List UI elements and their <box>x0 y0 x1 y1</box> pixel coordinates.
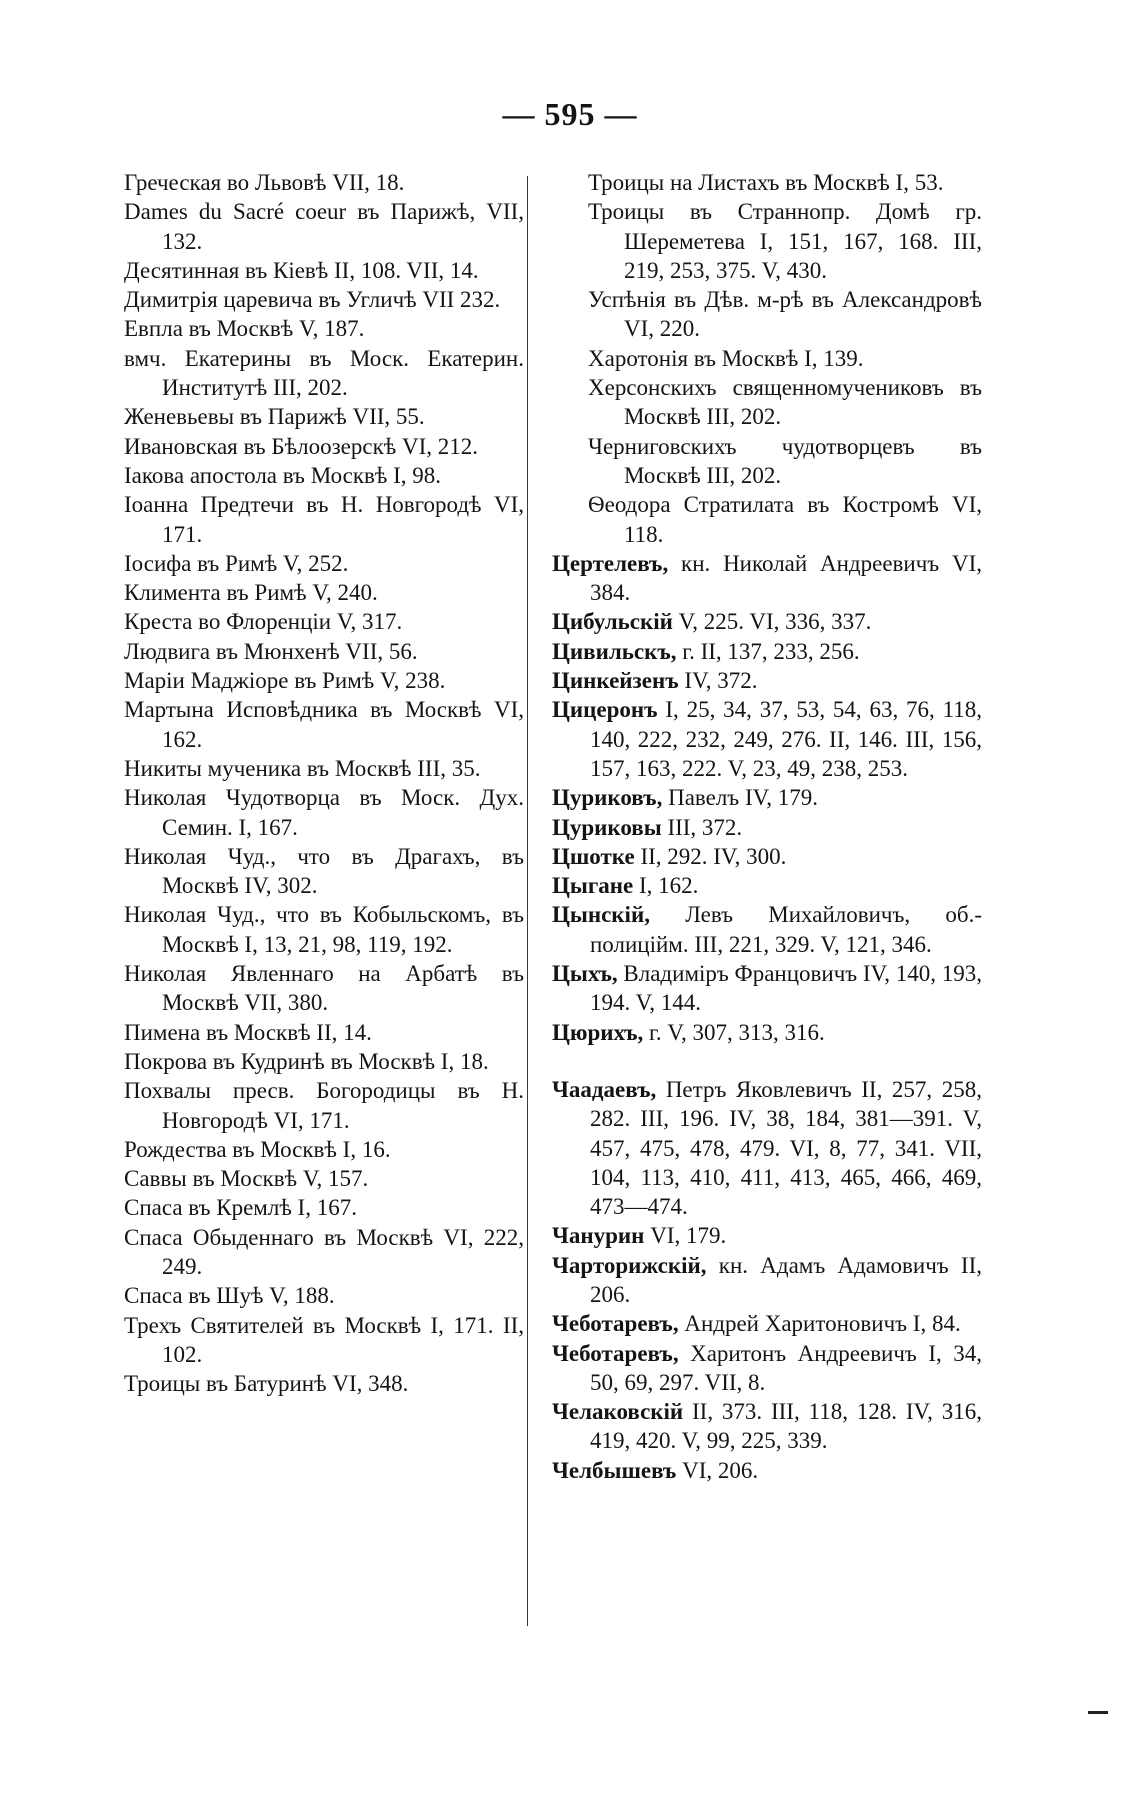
entry-heading: Чеботаревъ, <box>552 1340 679 1366</box>
index-entry: Троицы въ Батуринѣ VI, 348. <box>124 1371 409 1397</box>
entry-heading: Чарторижскій, <box>552 1252 707 1278</box>
index-entry <box>552 549 982 608</box>
entry-text: Левъ Михайловичъ, об.-полиційм. III, 221, 329. V, 121, 346. <box>590 902 982 957</box>
entry-text: Херсонскихъ священномучениковъ въ Москвѣ III, 202. <box>588 375 982 430</box>
index-column-right <box>552 168 982 1485</box>
index-entry: Николая Явленнаго на Арбатѣ въ Москвѣ VII, 380. <box>124 961 524 1016</box>
entry-text: Ѳеодора Стратилата въ Костромѣ VI, 118. <box>588 492 982 547</box>
index-entry <box>552 285 982 344</box>
entry-text: VI, 206. <box>676 1457 759 1483</box>
index-entry <box>552 1397 982 1456</box>
index-entry <box>552 607 982 636</box>
index-entry: вмч. Екатерины въ Моск. Екатерин. Институтѣ III, 202. <box>124 345 524 401</box>
entry-heading: Цинкейзенъ <box>552 668 679 694</box>
entry-text: г. V, 307, 313, 316. <box>643 1019 825 1045</box>
index-entry: Ивановская въ Бѣлоозерскѣ VI, 212. <box>124 433 479 459</box>
index-entry: Спаса въ Шуѣ V, 188. <box>124 1283 335 1309</box>
entry-text: кн. Николай Андреевичъ VI, 384. <box>590 550 982 606</box>
entry-heading: Цивильскъ, <box>552 638 677 664</box>
index-entry: Dames du Sacré coeur въ Парижѣ, VII, 132. <box>124 199 524 254</box>
index-entry <box>552 373 982 432</box>
index-entry <box>552 197 982 285</box>
entry-heading: Цынскій, <box>552 902 650 928</box>
entry-text: Харитонъ Андреевичъ I, 34, 50, 69, 297. VII, 8. <box>590 1340 982 1395</box>
entry-heading: Цюрихъ, <box>552 1019 644 1045</box>
entry-text: г. II, 137, 233, 256. <box>676 638 860 664</box>
entry-text: кн. Адамъ Адамовичъ II, 206. <box>590 1252 982 1307</box>
index-entry: Евпла въ Москвѣ V, 187. <box>124 316 365 342</box>
entry-text: Успѣнія въ Дѣв. м-рѣ въ Александровѣ VI, 220. <box>588 287 982 342</box>
index-entry <box>552 1339 982 1398</box>
entry-text: I, 25, 34, 37, 53, 54, 63, 76, 118, 140, 222, 232, 249, 276. II, 146. III, 156, 157, 163, 222. V, 23, 49, 238, 253. <box>590 697 982 781</box>
index-entry <box>552 1221 982 1250</box>
index-entry <box>552 1018 982 1047</box>
entry-heading: Цшотке <box>552 843 635 869</box>
stray-print-mark <box>1088 1711 1108 1714</box>
entry-text: VI, 179. <box>644 1223 727 1249</box>
index-entry: Пимена въ Москвѣ II, 14. <box>124 1019 372 1045</box>
index-entry <box>552 1075 982 1221</box>
index-entry: Николая Чуд., что въ Драгахъ, въ Москвѣ IV, 302. <box>124 843 524 899</box>
index-entry <box>552 637 982 666</box>
index-entry <box>552 783 982 812</box>
index-entry: Женевьевы въ Парижѣ VII, 55. <box>124 404 425 430</box>
entry-heading: Челбышевъ <box>552 1457 677 1483</box>
index-entry: Саввы въ Москвѣ V, 157. <box>124 1166 369 1192</box>
index-entry: Греческая во Львовѣ VII, 18. <box>124 170 405 195</box>
entry-heading: Цицеронъ <box>552 697 658 723</box>
index-entry: Похвалы пресв. Богородицы въ Н. Новгородѣ VI, 171. <box>124 1078 524 1133</box>
index-entry: Мартына Исповѣдника въ Москвѣ VI, 162. <box>124 697 524 752</box>
index-entry <box>552 900 982 959</box>
index-entry <box>552 695 982 783</box>
index-entry: Десятинная въ Кіевѣ II, 108. VII, 14. <box>124 257 479 283</box>
entry-text: Троицы въ Страннопр. Домѣ гр. Шереметева I, 151, 167, 168. III, 219, 253, 375. V, 430. <box>588 199 982 283</box>
index-entry: Никиты мученика въ Москвѣ III, 35. <box>124 755 481 781</box>
entry-text: II, 292. IV, 300. <box>634 843 787 869</box>
index-entry <box>552 813 982 842</box>
entry-heading: Цуриковъ, <box>552 785 663 811</box>
entry-text: V, 225. VI, 336, 337. <box>672 609 872 635</box>
entry-heading: Цуриковы <box>552 814 662 840</box>
index-entry <box>552 871 982 900</box>
entry-text: II, 373. III, 118, 128. IV, 316, 419, 420. V, 99, 225, 339. <box>590 1399 982 1454</box>
entry-text: Харотонія въ Москвѣ I, 139. <box>588 345 864 371</box>
entry-text: Троицы на Листахъ въ Москвѣ I, 53. <box>588 170 944 195</box>
entry-heading: Челаковскій <box>552 1399 684 1425</box>
index-entry <box>552 490 982 549</box>
index-entry <box>552 1456 982 1485</box>
index-entry <box>552 1309 982 1338</box>
entry-text: IV, 372. <box>678 668 758 694</box>
index-entry: Покрова въ Кудринѣ въ Москвѣ I, 18. <box>124 1048 489 1074</box>
index-entry <box>552 959 982 1018</box>
entry-heading: Чаадаевъ, <box>552 1076 657 1102</box>
entry-heading: Цыгане <box>552 873 634 899</box>
index-entry: Людвига въ Мюнхенѣ VII, 56. <box>124 638 418 664</box>
index-entry: Николая Чуд., что въ Кобыльскомъ, въ Москвѣ I, 13, 21, 98, 119, 192. <box>124 902 524 957</box>
page-number: — 595 — <box>502 96 638 132</box>
index-entry <box>552 344 982 373</box>
index-entry: Іоанна Предтечи въ Н. Новгородѣ VI, 171. <box>124 492 524 547</box>
entry-text: I, 162. <box>633 873 699 899</box>
entry-heading: Чанурин <box>552 1223 645 1249</box>
index-entry <box>552 1251 982 1310</box>
index-column-left <box>124 168 524 1398</box>
entry-text: Павелъ IV, 179. <box>662 785 819 811</box>
entry-heading: Цибульскій <box>552 609 673 635</box>
entry-text: III, 372. <box>661 814 743 840</box>
index-entry <box>552 168 982 197</box>
index-entry: Спаса Обыденнаго въ Москвѣ VI, 222, 249. <box>124 1224 524 1279</box>
index-entry: Николая Чудотворца въ Моск. Дух. Семин. I, 167. <box>124 785 524 840</box>
entry-text: Петръ Яковлевичъ II, 257, 258, 282. III, 196. IV, 38, 184, 381—391. V, 457, 475, 478, 479. VI, 8, 77, 341. VII, 104, 113, 410, 411, 413, 465, 466, 469, 473—474. <box>590 1076 982 1220</box>
index-entry <box>552 842 982 871</box>
entry-heading: Чеботаревъ, <box>552 1311 679 1337</box>
index-entry: Трехъ Святителей въ Москвѣ I, 171. II, 102. <box>124 1312 524 1367</box>
index-entry: Іакова апостола въ Москвѣ I, 98. <box>124 462 442 488</box>
index-entry: Маріи Маджіоре въ Римѣ V, 238. <box>124 668 446 694</box>
index-entry: Спаса въ Кремлѣ I, 167. <box>124 1195 357 1221</box>
index-entry: Іосифа въ Римѣ V, 252. <box>124 550 349 576</box>
entry-heading: Цыхъ, <box>552 961 618 987</box>
index-entry: Креста во Флоренціи V, 317. <box>124 609 403 635</box>
index-entry <box>552 432 982 491</box>
entry-text: Андрей Харитоновичъ I, 84. <box>678 1311 961 1337</box>
index-entry: Рождества въ Москвѣ I, 16. <box>124 1136 391 1162</box>
column-divider <box>527 176 528 1626</box>
index-entry: Димитрія царевича въ Угличѣ VII 232. <box>124 287 501 313</box>
entry-text: Владиміръ Францовичъ IV, 140, 193, 194. V, 144. <box>590 961 982 1016</box>
entry-text: Черниговскихъ чудотворцевъ въ Москвѣ III, 202. <box>588 433 982 488</box>
index-entry: Климента въ Римѣ V, 240. <box>124 580 378 606</box>
index-entry <box>552 666 982 695</box>
entry-heading: Цертелевъ, <box>552 550 669 576</box>
